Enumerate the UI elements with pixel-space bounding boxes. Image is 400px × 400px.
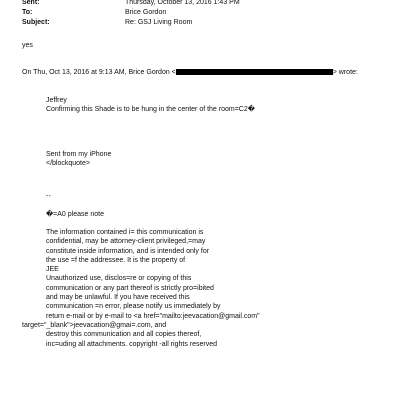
- disclaimer-line: JEE: [46, 266, 59, 274]
- sent-value: Thursday, October 13, 2016 1:43 PM: [125, 0, 240, 6]
- quoted-greeting: Jeffrey: [46, 97, 67, 104]
- to-label: To:: [22, 9, 33, 16]
- separator: --: [46, 193, 51, 200]
- disclaimer-line: communication =n error, please notify us immediately by: [46, 303, 221, 311]
- disclaimer: [22, 228, 260, 349]
- disclaimer-line: return e-mail or by e-mail to <a href="mailto:jeevacation@gmail.com": [46, 312, 260, 320]
- disclaimer-line: Unauthorized use, disclos=re or copying of this: [46, 275, 192, 283]
- disclaimer-line: communication or any part thereof is strictly pro=ibited: [46, 284, 214, 292]
- subject-label: Subject:: [22, 19, 50, 26]
- disclaimer-line: and may be unlawful. If you have received this: [46, 294, 190, 302]
- reply-text: yes: [22, 42, 33, 49]
- disclaimer-line: destroy this communication and all copies thereof,: [46, 331, 202, 339]
- subject-value: Re: GSJ Living Room: [125, 19, 193, 26]
- quote-intro-suffix: > wrote:: [332, 69, 358, 76]
- signature: Sent from my iPhone: [46, 151, 112, 158]
- disclaimer-line: the use =f the addressee. It is the property of: [46, 256, 186, 264]
- quoted-message: Confirming this Shade is to be hung in the center of the room=C2�: [46, 106, 255, 113]
- disclaimer-line: target="_blank">jeevacation@gmai=.com, and: [22, 321, 167, 329]
- to-value: Brice Gordon: [125, 9, 167, 16]
- quote-intro-prefix: On Thu, Oct 13, 2016 at 9:13 AM, Brice Gordon <: [22, 69, 176, 76]
- disclaimer-line: The information contained i= this communication is: [46, 229, 204, 236]
- quote-intro: [22, 68, 358, 77]
- redaction-bar: [176, 69, 333, 75]
- sent-label: Sent:: [22, 0, 40, 6]
- please-note: �=A0 please note: [46, 211, 104, 218]
- disclaimer-line: inc=uding all attachments. copyright -all rights reserved: [46, 340, 218, 348]
- disclaimer-line: constitute inside information, and is intended only for: [46, 247, 210, 255]
- blockquote-tag: </blockquote>: [46, 160, 90, 167]
- disclaimer-line: confidential, may be attorney-client privileged,=may: [46, 238, 206, 246]
